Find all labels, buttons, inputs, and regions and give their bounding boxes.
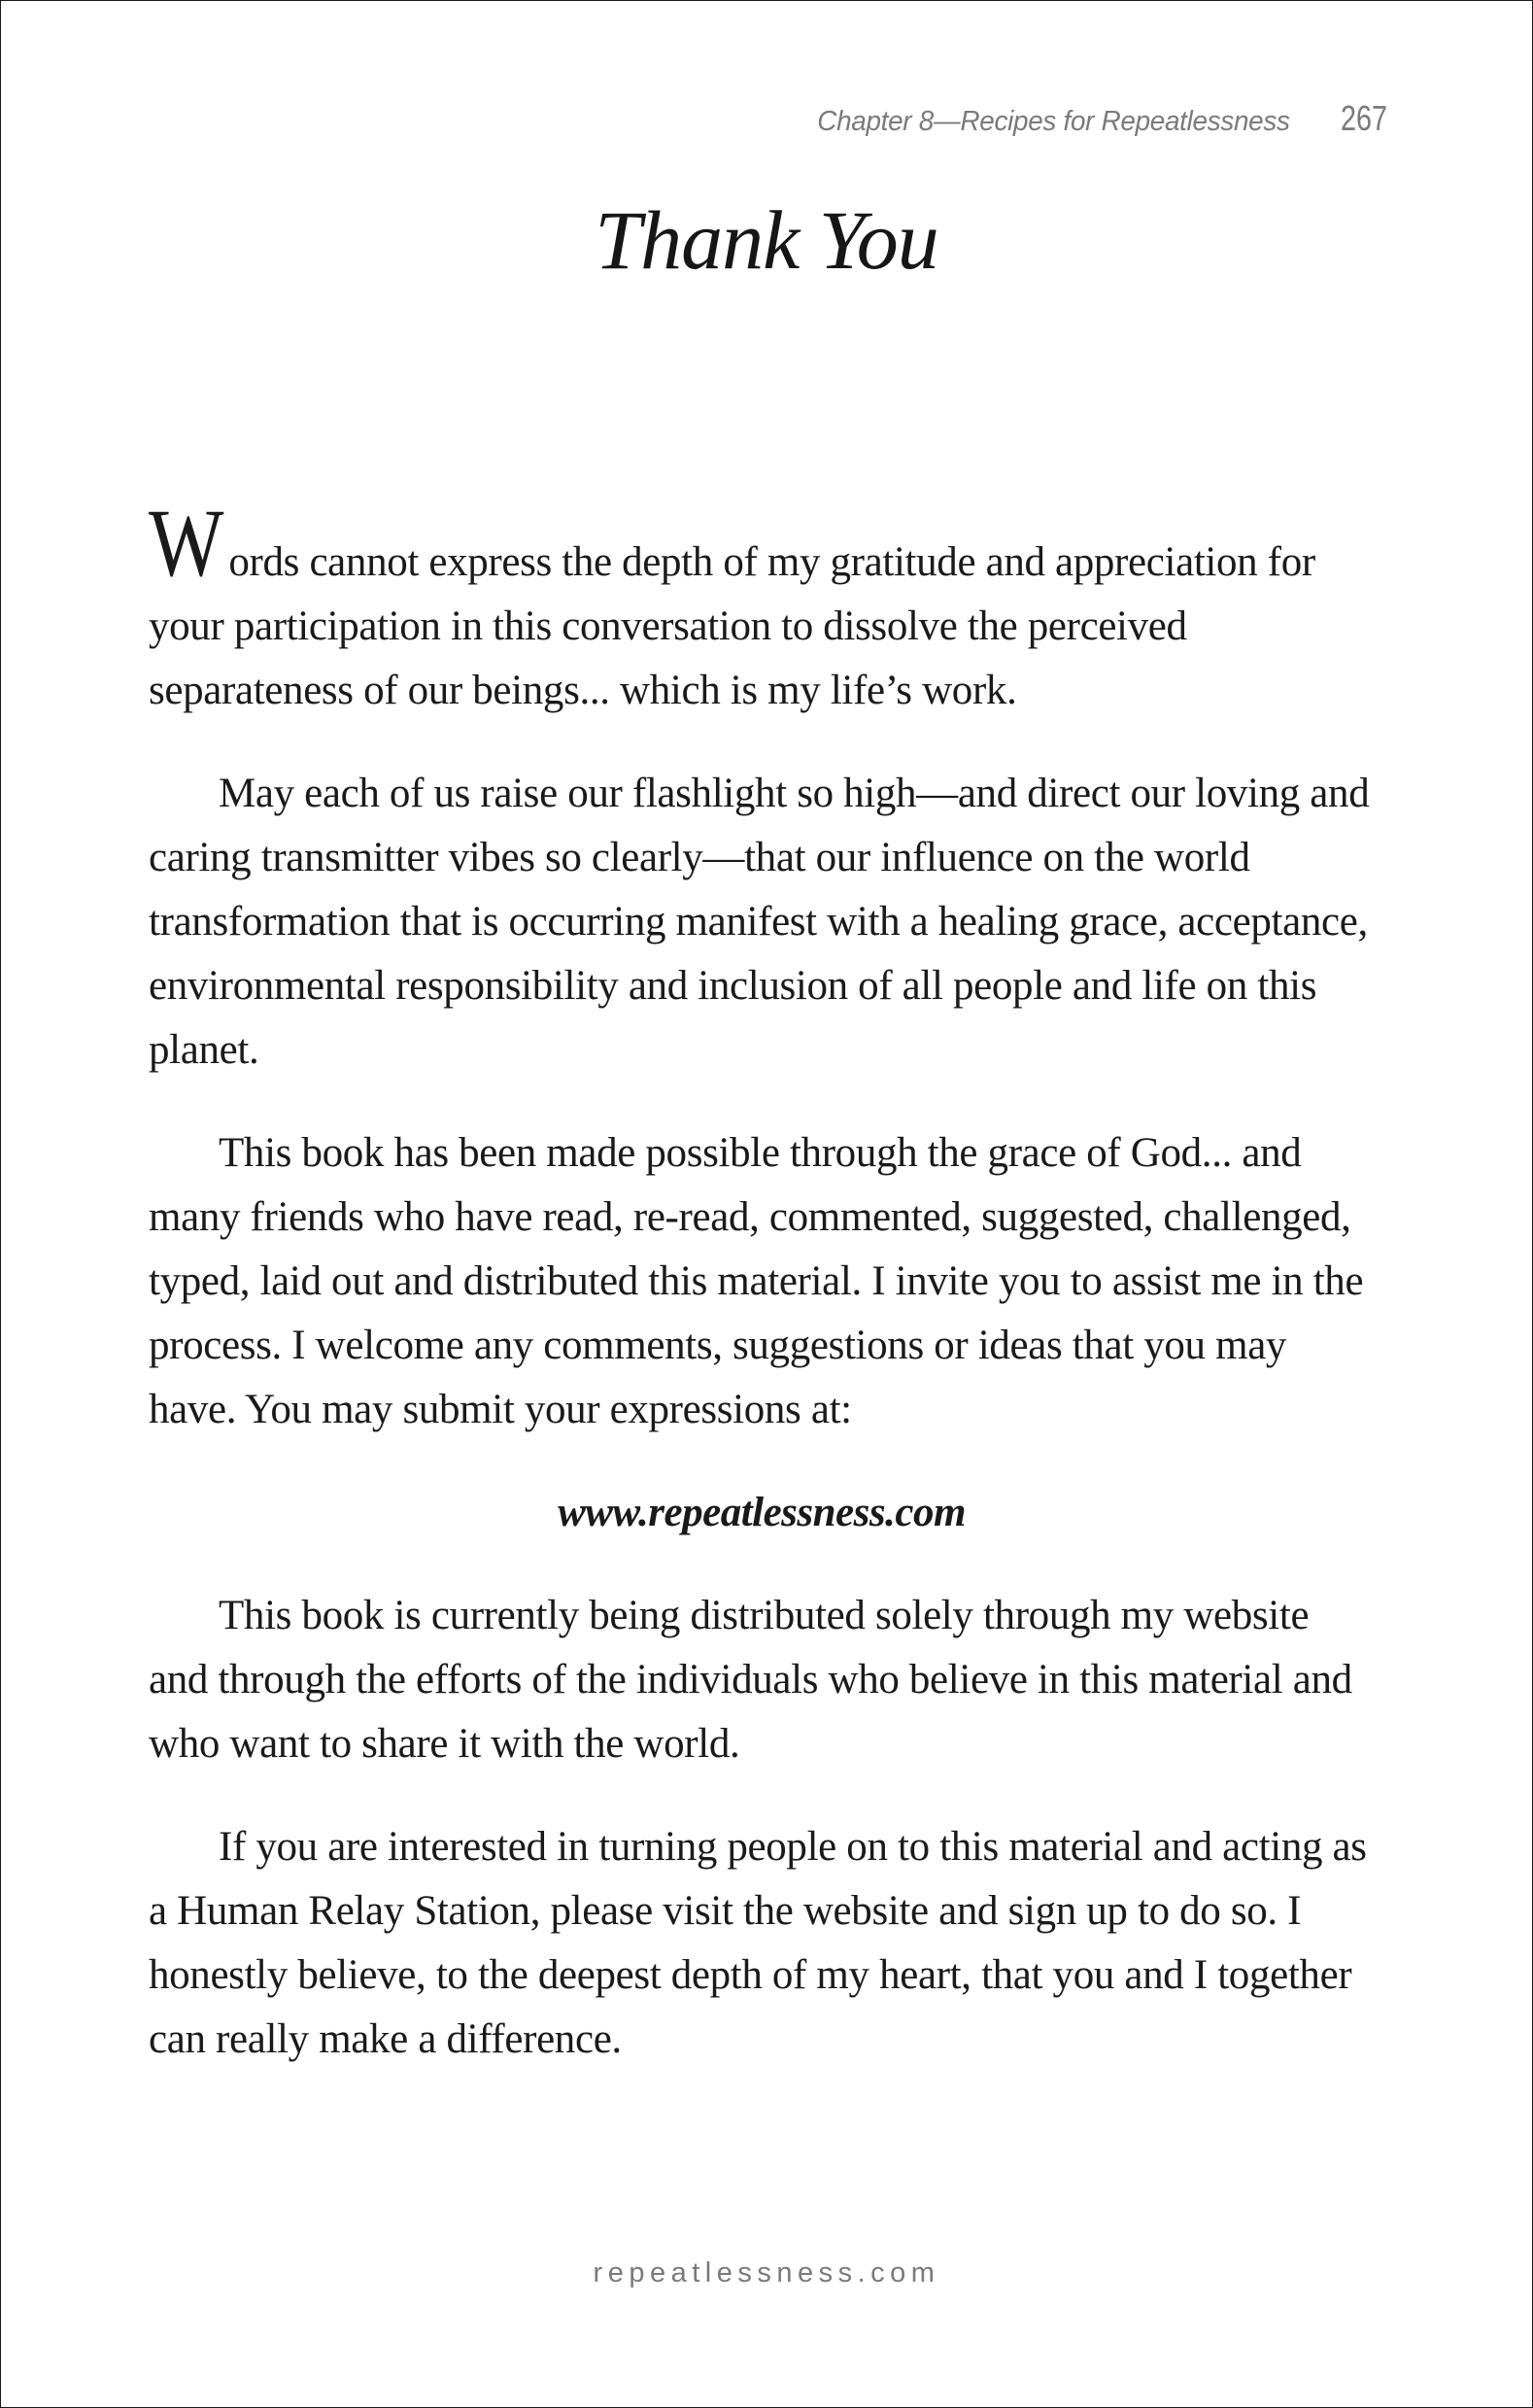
chapter-title: Chapter 8—Recipes for Repeatlessness: [817, 106, 1290, 137]
paragraph-text: ords cannot express the depth of my gratitude and appreciation for your participation in this conversation to dissolve the perceived separateness of our beings... which is my life’s work.: [149, 539, 1315, 713]
running-header: [798, 98, 1387, 139]
paragraph-distribution: This book is currently being distributed solely through my website and through the efforts of the individuals who believe in this material and who want to share it with the world.: [149, 1593, 1352, 1767]
paragraph-relay-station: If you are interested in turning people on to this material and acting as a Human Relay Station, please visit the website and sign up to do so. I honestly believe, to the deepest depth of my heart, that you and I together can really make a difference.: [149, 1824, 1367, 2062]
paragraph-acknowledgements: This book has been made possible through the grace of God... and many friends who have read, re-read, commented, suggested, challenged, typed, laid out and distributed this material. I invite you to assist me in the process. I welcome any comments, suggestions or ideas that you may have. You may submit your expressions at:: [149, 1130, 1364, 1432]
page-title: Thank You: [595, 193, 938, 287]
body-text: [149, 489, 1375, 2111]
paragraph-gratitude: [149, 489, 1375, 723]
drop-cap: W: [149, 489, 222, 597]
paragraph-flashlight: May each of us raise our flashlight so high—and direct our loving and caring transmitter vibes so clearly—that our influence on the world transformation that is occurring manifest with a healing grace, acceptance, environmental responsibility and inclusion of all people and life on this planet.: [149, 771, 1370, 1073]
page-number: 267: [1340, 98, 1387, 138]
website-link[interactable]: www.repeatlessness.com: [558, 1490, 966, 1535]
footer-url: repeatlessness.com: [593, 2257, 940, 2288]
